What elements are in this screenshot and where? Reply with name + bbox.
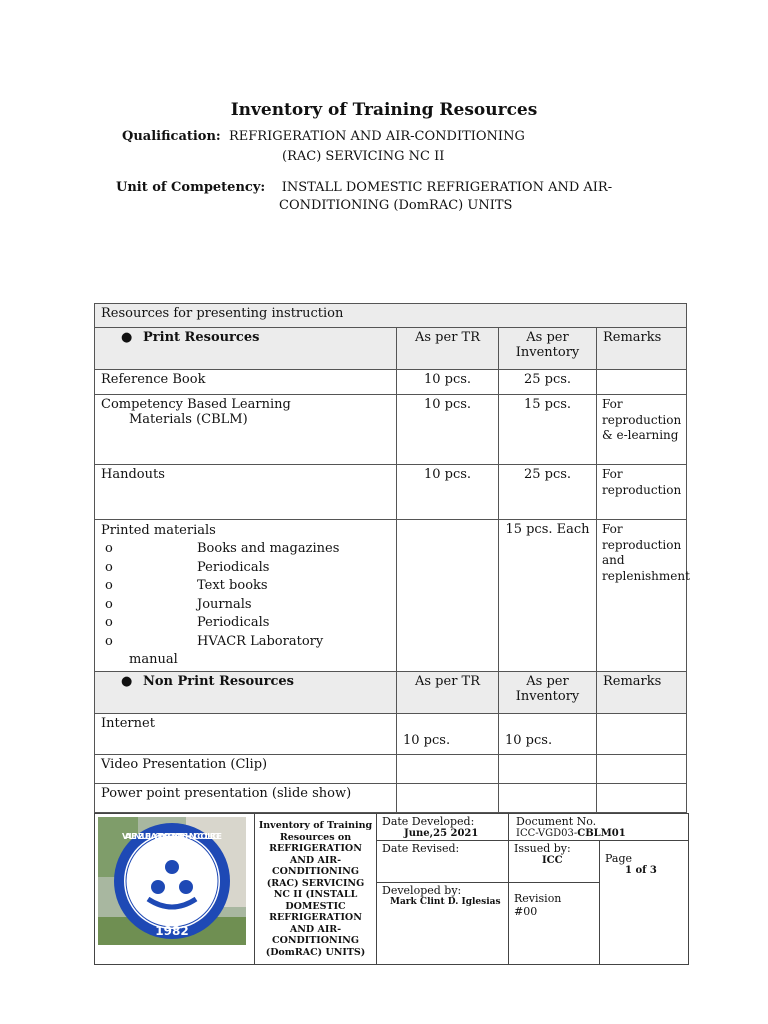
print-resources-header: ● Print Resources: [95, 328, 397, 370]
qualification-value-2: (RAC) SERVICING NC II: [282, 149, 445, 164]
row-remarks: For reproduction & e-learning: [597, 395, 687, 465]
table-row: [95, 465, 687, 520]
unit-value-2: CONDITIONING (DomRAC) UNITS: [279, 198, 513, 213]
col-tr-header: As per TR: [397, 328, 499, 370]
page-cell: Page 1 of 3: [600, 841, 689, 965]
row-remarks: [597, 370, 687, 395]
footer-doc-title: Inventory of Training Resources on REFRIGERATION AND AIR-CONDITIONING (RAC) SERVICING NC II (INSTALL DOMESTIC REFRIGERATION AND AIR-CONDITIONING (DomRAC) UNITS): [255, 814, 377, 965]
document-footer: [94, 813, 689, 965]
unit-line: [116, 180, 612, 195]
col-remarks-header: Remarks: [597, 672, 687, 714]
row-tr: 10 pcs.: [397, 395, 499, 465]
table-row: [95, 370, 687, 395]
row-remarks: For reproduction: [597, 465, 687, 520]
table-row: [95, 714, 687, 755]
table-row: [95, 784, 687, 813]
row-item: Handouts: [95, 465, 397, 520]
row-inv: 25 pcs.: [499, 465, 597, 520]
row-remarks: For reproduction and replenishment: [597, 520, 687, 672]
section-header: Resources for presenting instruction: [95, 304, 687, 328]
table-row: [95, 520, 687, 672]
logo-year: 1982: [155, 924, 189, 938]
document-title: Inventory of Training Resources: [230, 100, 538, 120]
developed-by-cell: Developed by: Mark Clint D. Iglesias: [377, 883, 509, 965]
row-item: Power point presentation (slide show): [95, 784, 397, 813]
row-inv: 10 pcs.: [499, 714, 597, 755]
logo-text: VALENZUELA CITY POLYTECHNIC COLLEGE: [121, 832, 223, 841]
qualification-line: [122, 129, 525, 144]
row-item: Video Presentation (Clip): [95, 755, 397, 784]
issued-by-cell: Issued by: ICC: [509, 841, 600, 883]
date-developed-cell: Date Developed: June,25 2021: [377, 814, 509, 841]
col-inv-header: As per Inventory: [499, 672, 597, 714]
col-tr-header: As per TR: [397, 672, 499, 714]
col-remarks-header: Remarks: [597, 328, 687, 370]
row-item: Internet: [95, 714, 397, 755]
table-row: [95, 755, 687, 784]
col-inv-header: As per Inventory: [499, 328, 597, 370]
row-inv: 15 pcs.: [499, 395, 597, 465]
row-inv: 25 pcs.: [499, 370, 597, 395]
row-item: Competency Based Learning Materials (CBLM): [95, 395, 397, 465]
date-revised-cell: Date Revised:: [377, 841, 509, 883]
unit-label: Unit of Competency:: [116, 180, 266, 195]
row-item: Printed materials o Books and magazines o Periodicals o Text books o Journals o Periodicals o HVACR Laboratory manual: [95, 520, 397, 672]
document-no-cell: Document No. ICC-VGD03-CBLM01: [509, 814, 689, 841]
row-tr: 10 pcs.: [397, 714, 499, 755]
revision-cell: Revision #00: [509, 883, 600, 965]
nonprint-resources-header: ● Non Print Resources: [95, 672, 397, 714]
qualification-label: Qualification:: [122, 129, 221, 144]
row-remarks: [597, 714, 687, 755]
row-tr: 10 pcs.: [397, 370, 499, 395]
row-inv: 15 pcs. Each: [499, 520, 597, 672]
resources-table: [94, 303, 690, 813]
college-logo: [98, 817, 246, 945]
row-item: Reference Book: [95, 370, 397, 395]
row-tr: [397, 520, 499, 672]
table-row: [95, 395, 687, 465]
college-logo-cell: [95, 814, 255, 965]
row-tr: 10 pcs.: [397, 465, 499, 520]
unit-value: INSTALL DOMESTIC REFRIGERATION AND AIR-: [281, 180, 613, 195]
qualification-value: REFRIGERATION AND AIR-CONDITIONING: [229, 129, 525, 144]
